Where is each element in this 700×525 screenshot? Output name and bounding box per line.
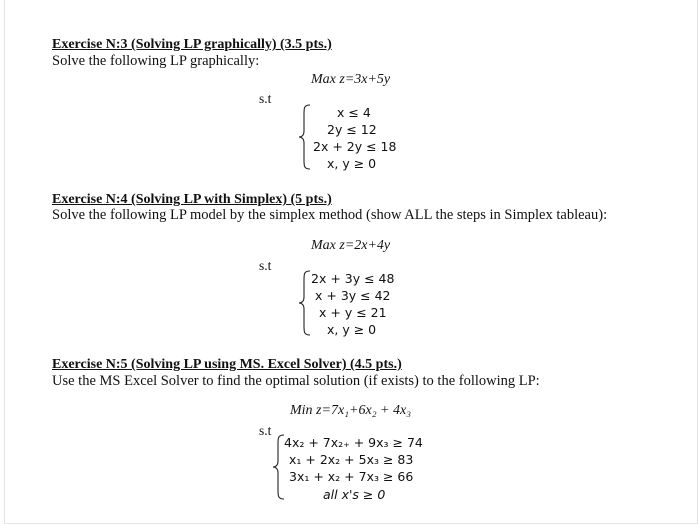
constraint-row: 2y ≤ 12 (327, 122, 377, 137)
constraint-row: x + y ≤ 21 (319, 305, 387, 320)
constraint-row: x, y ≥ 0 (327, 156, 377, 171)
exercise-3-brace (298, 104, 312, 170)
constraint-row: x + 3y ≤ 42 (315, 288, 391, 303)
constraint-row: all x's ≥ 0 (323, 487, 386, 502)
exercise-5-st-label: s.t (259, 423, 272, 438)
exercise-4-title: Exercise N:4 (Solving LP with Simplex) (5 pts.) (52, 192, 332, 207)
constraint-row: x₁ + 2x₂ + 5x₃ ≥ 83 (289, 452, 414, 467)
exercise-3-objective: Max z=3x+5y (311, 72, 391, 87)
exercise-3-title: Exercise N:3 (Solving LP graphically) (3.5 pts.) (52, 37, 332, 52)
constraint-row: x ≤ 4 (337, 105, 371, 120)
exercise-5-title: Exercise N:5 (Solving LP using MS. Excel Solver) (4.5 pts.) (52, 357, 402, 372)
exercise-3-st-label: s.t (259, 91, 272, 106)
constraint-row: 4x₂ + 7x₂₊ + 9x₃ ≥ 74 (284, 435, 423, 450)
exercise-5-instruction: Use the MS Excel Solver to find the optimal solution (if exists) to the following LP: (52, 373, 540, 389)
constraint-row: 3x₁ + x₂ + 7x₃ ≥ 66 (289, 469, 414, 484)
constraint-row: 2x + 3y ≤ 48 (311, 271, 395, 286)
exercise-5-objective: Min z=7x₁+6x₂ + 4x₃ (290, 403, 412, 418)
exercise-3-instruction: Solve the following LP graphically: (52, 53, 260, 69)
exercise-4-instruction: Solve the following LP model by the simplex method (show ALL the steps in Simplex tableau): (52, 207, 608, 223)
exercise-4-objective: Max z=2x+4y (311, 238, 391, 253)
exercise-4-st-label: s.t (259, 258, 272, 273)
constraint-row: x, y ≥ 0 (327, 322, 377, 337)
constraint-row: 2x + 2y ≤ 18 (313, 139, 397, 154)
exercise-4-brace (298, 270, 312, 336)
